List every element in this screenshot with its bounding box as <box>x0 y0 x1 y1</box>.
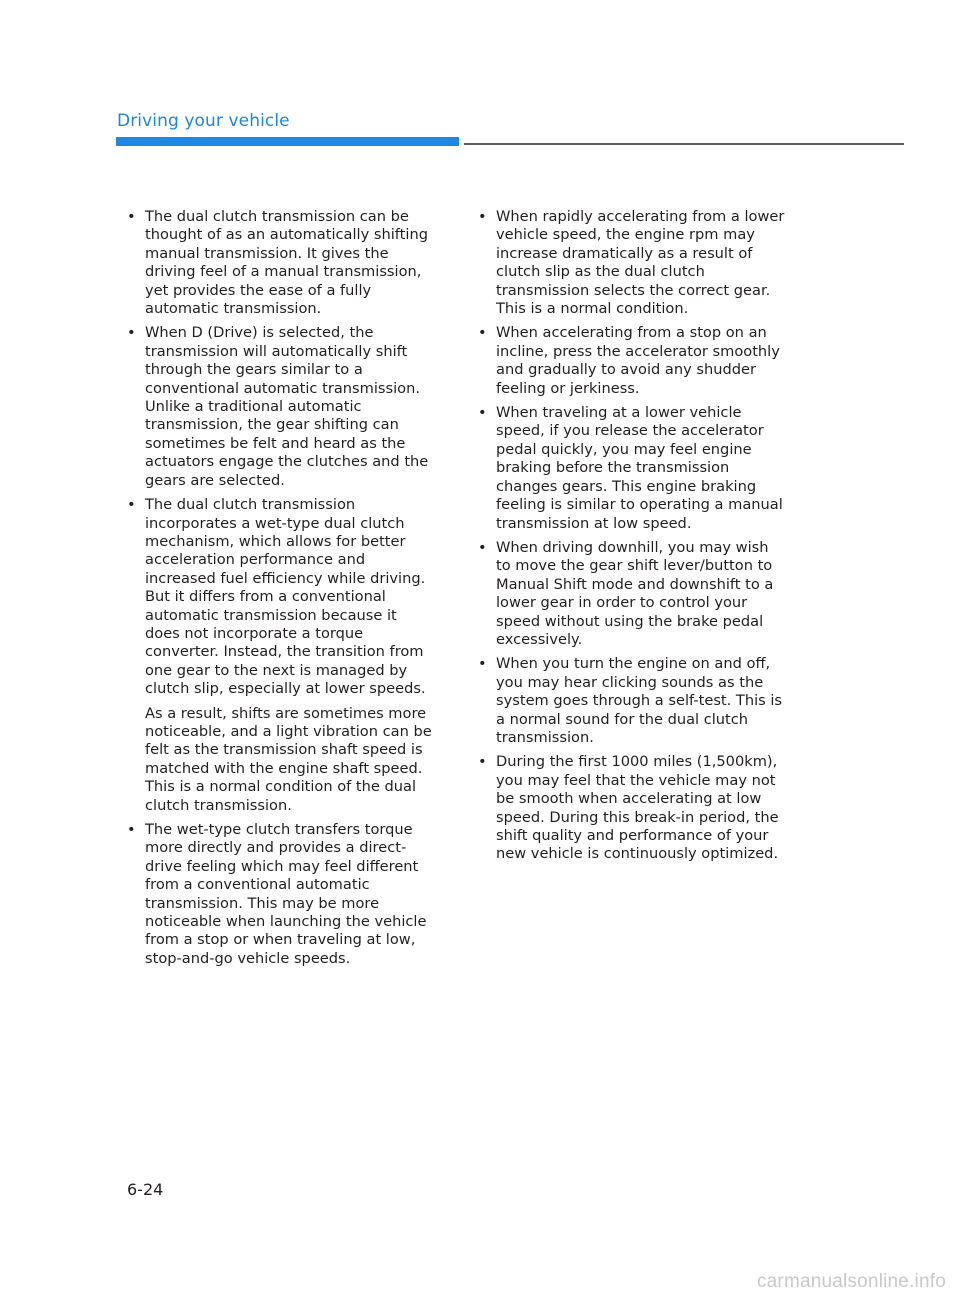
bullet-text: The dual clutch transmission incorporates a wet-type dual clutch mechanism, which allows for better acceleration performance and increased fuel efficiency while driving. But it differs from a conventional automatic transmission because it does not incorporate a torque converter. Instead, the transition from one gear to the next is managed by clutch slip, especially at lower speeds. <box>145 496 426 698</box>
bullet-text: The dual clutch transmission can be thought of as an automatically shifting manual transmission. It gives the driving feel of a manual transmission, yet provides the ease of a fully automatic transmission. <box>145 208 428 318</box>
bullet-text: When D (Drive) is selected, the transmission will automatically shift through the gears similar to a conventional automatic transmission. Unlike a traditional automatic transmission, the gear shifting can sometimes be felt and heard as the actuators engage the clutches and the gears are selected. <box>145 324 429 489</box>
section-title: Driving your vehicle <box>117 111 290 131</box>
bullet-text: When driving downhill, you may wish to move the gear shift lever/button to Manual Shift mode and downshift to a lower gear in order to control your speed without using the brake pedal excessively. <box>496 538 774 648</box>
bullet-text: When rapidly accelerating from a lower vehicle speed, the engine rpm may increase dramatically as a result of clutch slip as the dual clutch transmission selects the correct gear. This is a normal condition. <box>496 208 785 318</box>
bullet-text: When you turn the engine on and off, you may hear clicking sounds as the system goes through a self-test. This is a normal sound for the dual clutch transmission. <box>496 655 783 746</box>
bullet-dot: • <box>478 324 487 342</box>
header-accent-bar <box>116 137 459 146</box>
page-number: 6-24 <box>127 1180 164 1199</box>
bullet-text: When accelerating from a stop on an incline, press the accelerator smoothly and gradually to avoid any shudder feeling or jerkiness. <box>496 324 780 397</box>
bullet-dot: • <box>478 753 487 771</box>
bullet-item <box>478 208 786 318</box>
bullet-dot: • <box>127 821 136 838</box>
bullet-dot: • <box>127 324 136 342</box>
bullet-item <box>478 655 786 747</box>
bullet-dot: • <box>478 538 487 556</box>
right-column <box>478 208 786 870</box>
bullet-item <box>127 496 435 815</box>
bullet-continuation-text: As a result, shifts are sometimes more noticeable, and a light vibration can be felt as the transmission shaft speed is matched with the engine shaft speed. This is a normal condition of the dual clutch transmission. <box>145 704 432 814</box>
left-column <box>127 208 435 974</box>
bullet-text: During the first 1000 miles (1,500km), you may feel that the vehicle may not be smooth when accelerating at low speed. During this break-in period, the shift quality and performance of your new vehicle is continuously optimized. <box>496 753 779 863</box>
watermark: carmanualsonline.info <box>756 1271 946 1292</box>
bullet-text: When traveling at a lower vehicle speed, if you release the accelerator pedal quickly, you may feel engine braking before the transmission changes gears. This engine braking feeling is similar to operating a manual transmission at low speed. <box>496 404 783 532</box>
bullet-text: The wet-type clutch transfers torque more directly and provides a direct-drive feeling which may feel different from a conventional automatic transmission. This may be more noticeable when launching the vehicle from a stop or when traveling at low, stop-and-go vehicle speeds. <box>145 821 427 967</box>
bullet-dot: • <box>127 208 136 225</box>
bullet-dot: • <box>478 404 487 422</box>
bullet-item <box>478 539 786 649</box>
bullet-dot: • <box>127 496 136 514</box>
bullet-item <box>478 753 786 863</box>
header-divider <box>464 143 904 145</box>
bullet-item <box>127 208 435 318</box>
bullet-item <box>127 324 435 490</box>
bullet-item <box>478 324 786 398</box>
bullet-dot: • <box>478 208 487 225</box>
bullet-item <box>127 821 435 968</box>
bullet-dot: • <box>478 655 487 673</box>
bullet-item <box>478 404 786 533</box>
